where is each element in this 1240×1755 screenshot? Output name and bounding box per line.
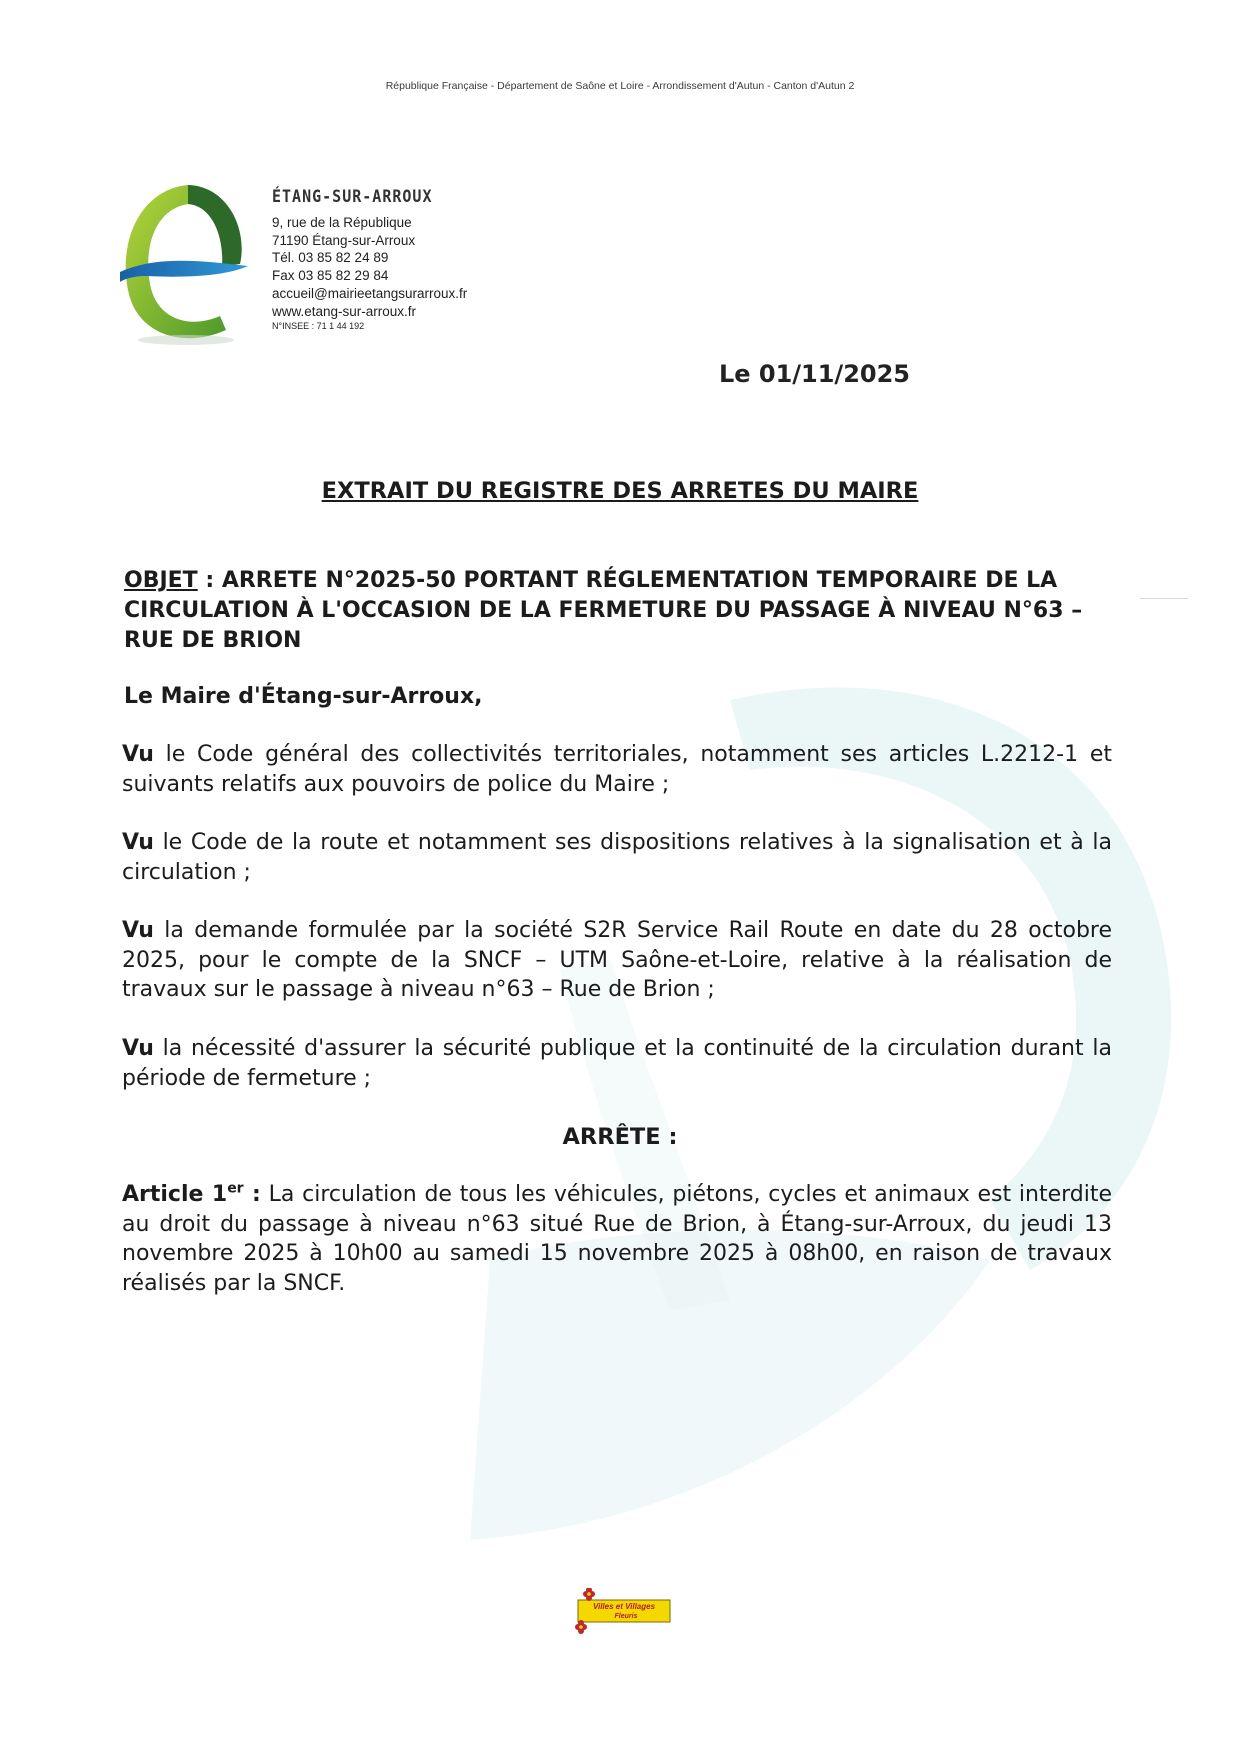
- article-label: Article 1er :: [122, 1180, 261, 1207]
- vu-label: Vu: [122, 742, 154, 767]
- insee-number: N°INSEE : 71 1 44 192: [272, 321, 365, 332]
- town-address: [272, 214, 467, 333]
- decision-title: ARRÊTE :: [562, 1124, 678, 1150]
- article-sup: er: [227, 1180, 244, 1197]
- vu-label: Vu: [122, 918, 154, 943]
- vu-text: le Code de la route et notamment ses dispositions relatives à la signalisation et à la circulation ;: [122, 830, 1112, 885]
- badge-line2: Fleuris: [614, 1613, 638, 1620]
- address-line: Fax 03 85 82 29 84: [272, 268, 389, 284]
- flower-icon: [583, 1588, 595, 1601]
- villes-villages-fleuris-badge: [568, 1588, 672, 1634]
- scan-mark: [1140, 598, 1188, 599]
- address-line: 71190 Étang-sur-Arroux: [272, 232, 416, 248]
- register-title: EXTRAIT DU REGISTRE DES ARRETES DU MAIRE: [321, 478, 919, 504]
- etang-logo: [116, 180, 256, 350]
- article-text: La circulation de tous les véhicules, piétons, cycles et animaux est interdite au droit du passage à niveau n°63 situé Rue de Brion, à Étang-sur-Arroux, du jeudi 13 novembre 2025 à 10h00 au samedi 15 novembre 2025 à 08h00, en raison de travaux réalisés par la SNCF.: [122, 1182, 1112, 1296]
- vu-text: le Code général des collectivités territoriales, notamment ses articles L.2212-1 et suivants relatifs aux pouvoirs de police du Maire ;: [122, 742, 1112, 797]
- vu-text: la nécessité d'assurer la sécurité publique et la continuité de la circulation durant la période de fermeture ;: [122, 1036, 1112, 1091]
- article-1: [122, 1180, 1112, 1298]
- mayor-line: Le Maire d'Étang-sur-Arroux,: [124, 684, 483, 709]
- address-line: www.etang-sur-arroux.fr: [272, 303, 417, 319]
- header-line: République Française - Département de Saône et Loire - Arrondissement d'Autun - Canton d'Autun 2: [385, 80, 855, 92]
- vu-paragraph-2: [122, 828, 1112, 887]
- vu-paragraph-1: [122, 740, 1112, 799]
- address-line: Tél. 03 85 82 24 89: [272, 250, 389, 266]
- address-line: 9, rue de la République: [272, 215, 412, 230]
- objet-text: : ARRETE N°2025-50 PORTANT RÉGLEMENTATION TEMPORAIRE DE LA CIRCULATION À L'OCCASION DE LA FERMETURE DU PASSAGE À NIVEAU N°63 – RUE DE BRION: [124, 568, 1083, 653]
- town-name: ÉTANG-SUR-ARROUX: [272, 186, 433, 207]
- vu-paragraph-4: [122, 1034, 1112, 1093]
- vu-label: Vu: [122, 830, 154, 855]
- badge-line1: Villes et Villages: [592, 1602, 656, 1611]
- objet-heading: [124, 566, 1110, 656]
- address-line: accueil@mairieetangsurarroux.fr: [272, 285, 468, 301]
- objet-label: OBJET: [124, 568, 198, 593]
- vu-paragraph-3: [122, 916, 1112, 1005]
- vu-label: Vu: [122, 1036, 154, 1061]
- vu-text: la demande formulée par la société S2R Service Rail Route en date du 28 octobre 2025, pour le compte de la SNCF – UTM Saône-et-Loire, relative à la réalisation de travaux sur le passage à niveau n°63 – Rue de Brion ;: [122, 918, 1112, 1002]
- document-date: Le 01/11/2025: [718, 360, 910, 388]
